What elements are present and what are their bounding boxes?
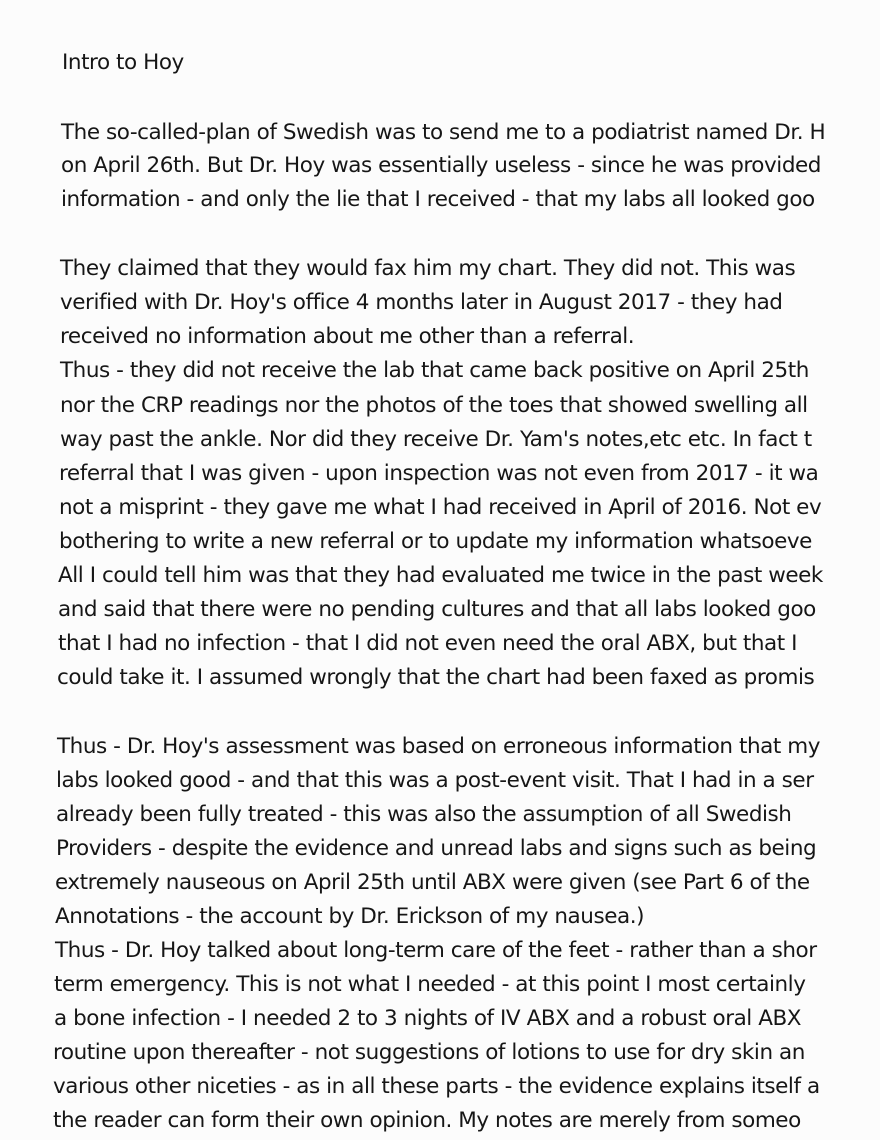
text-line: labs looked good - and that this was a post-event visit. That I had in a ser <box>56 768 814 793</box>
text-line: Thus - Dr. Hoy's assessment was based on erroneous information that my <box>57 734 820 759</box>
text-line: on April 26th. But Dr. Hoy was essentially useless - since he was provided <box>61 153 821 178</box>
text-line: already been fully treated - this was also the assumption of all Swedish <box>56 802 792 827</box>
text-line: Thus - Dr. Hoy talked about long-term care of the feet - rather than a shor <box>55 938 817 963</box>
text-line: that I had no infection - that I did not even need the oral ABX, but that I <box>58 631 797 656</box>
text-line: Providers - despite the evidence and unread labs and signs such as being <box>56 836 817 861</box>
text-line: referral that I was given - upon inspection was not even from 2017 - it wa <box>59 461 819 486</box>
text-line: All I could tell him was that they had evaluated me twice in the past week <box>58 563 823 588</box>
text-line: information - and only the lie that I received - that my labs all looked goo <box>61 187 815 212</box>
text-line: not a misprint - they gave me what I had received in April of 2016. Not ev <box>59 495 822 520</box>
text-line: Thus - they did not receive the lab that came back positive on April 25th <box>60 358 809 383</box>
text-line: and said that there were no pending cultures and that all labs looked goo <box>58 597 816 622</box>
text-line: bothering to write a new referral or to update my information whatsoeve <box>59 529 812 554</box>
text-line: a bone infection - I needed 2 to 3 nights of IV ABX and a robust oral ABX <box>54 1006 802 1031</box>
text-line: extremely nauseous on April 25th until ABX were given (see Part 6 of the <box>55 870 810 895</box>
text-line: various other niceties - as in all these parts - the evidence explains itself a <box>53 1074 820 1099</box>
text-line: could take it. I assumed wrongly that the chart had been faxed as promis <box>57 665 815 690</box>
document-title: Intro to Hoy <box>62 50 184 75</box>
text-line: The so-called-plan of Swedish was to send me to a podiatrist named Dr. H <box>61 120 826 145</box>
text-line: They claimed that they would fax him my chart. They did not. This was <box>60 256 796 281</box>
text-line: routine upon thereafter - not suggestions of lotions to use for dry skin an <box>53 1040 805 1065</box>
text-line: Annotations - the account by Dr. Erickson of my nausea.) <box>55 904 645 929</box>
text-line: verified with Dr. Hoy's office 4 months later in August 2017 - they had <box>60 290 783 315</box>
text-line: nor the CRP readings nor the photos of the toes that showed swelling all <box>60 393 808 418</box>
text-line: received no information about me other than a referral. <box>60 324 635 349</box>
text-line: the reader can form their own opinion. My notes are merely from someo <box>53 1108 801 1133</box>
text-line: way past the ankle. Nor did they receive Dr. Yam's notes,etc etc. In fact t <box>60 427 812 452</box>
text-line: term emergency. This is not what I needed - at this point I most certainly <box>54 972 806 997</box>
